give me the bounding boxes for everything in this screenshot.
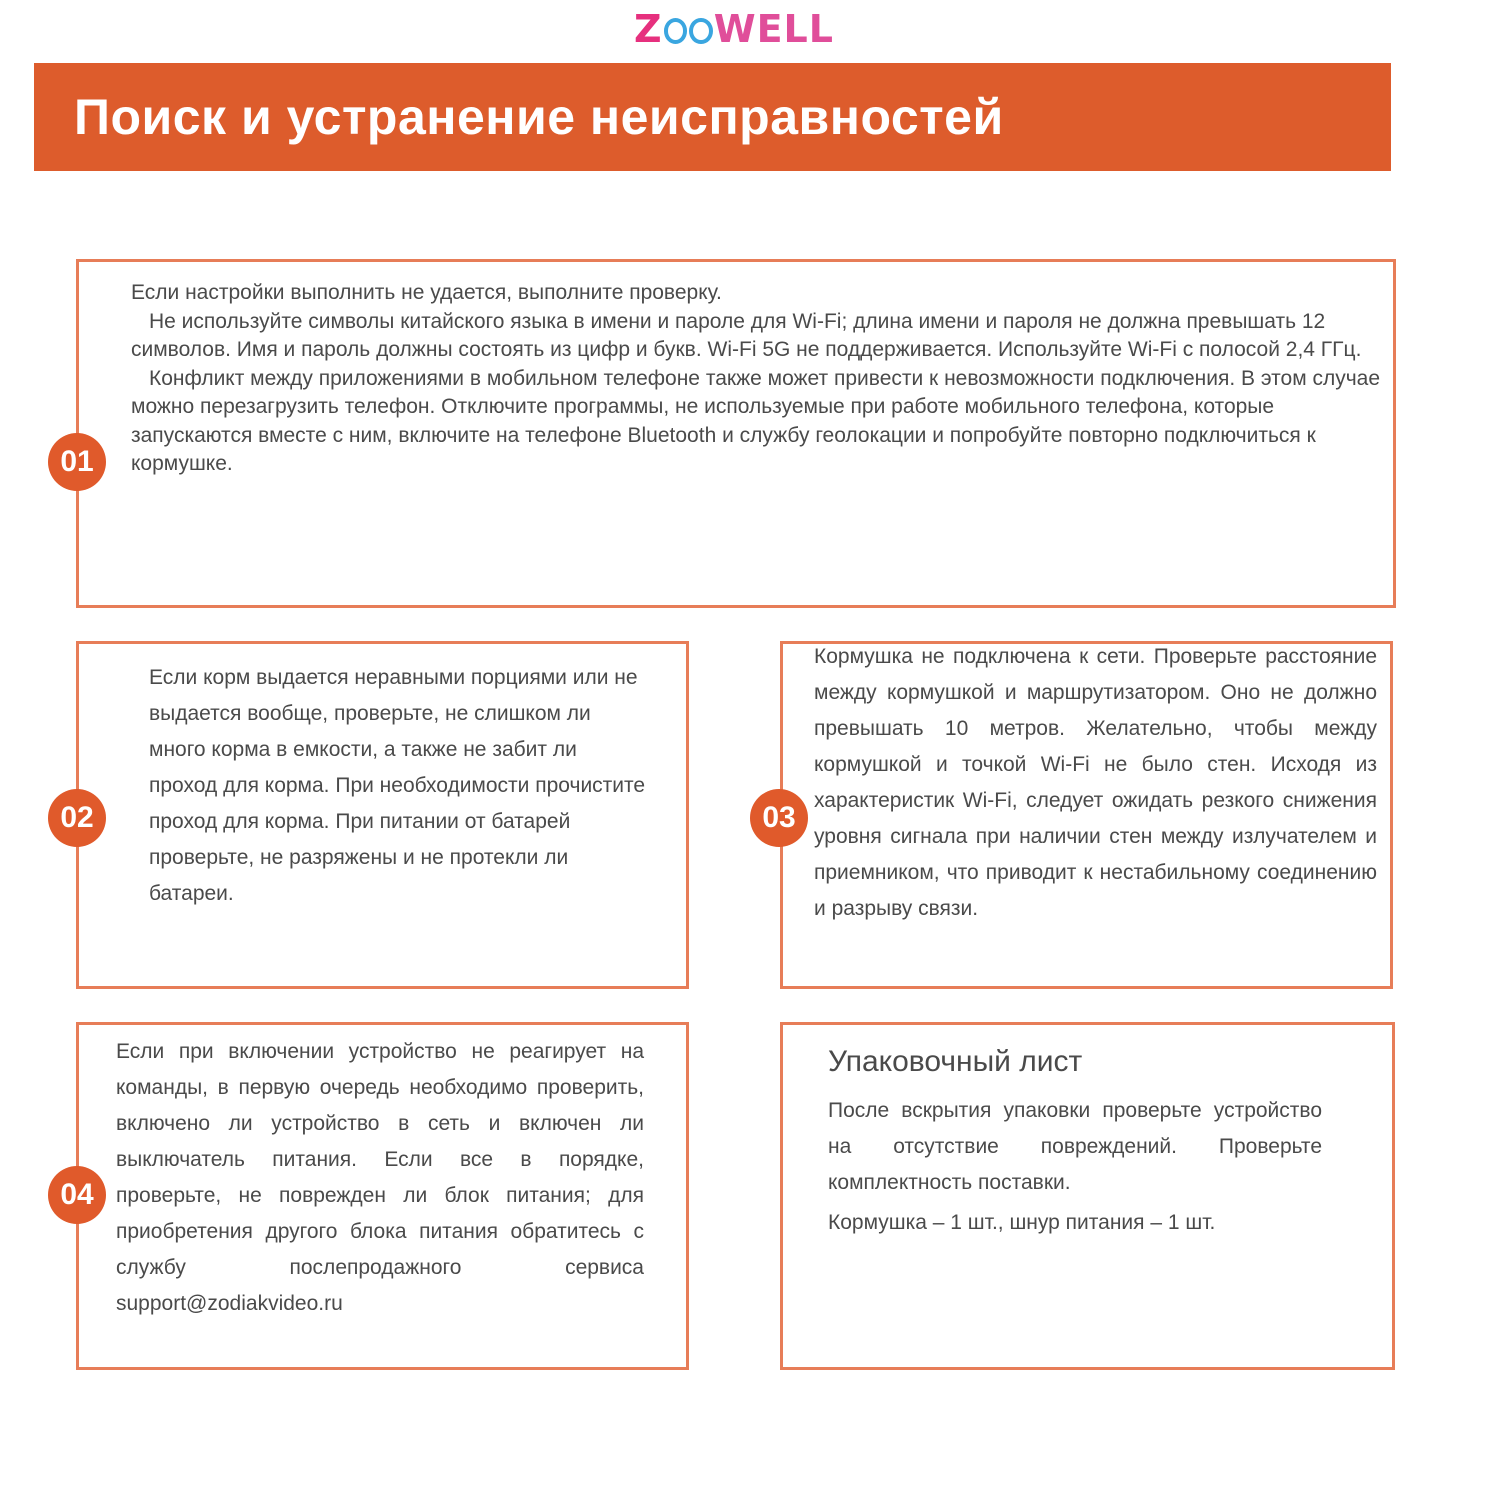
section-03-paragraph: Кормушка не подключена к сети. Проверьте расстояние между кормушкой и маршрутизатором. Оно не должно превышать 10 метров. Желательно, чтобы между кормушкой и точкой Wi-Fi не было стен. Исходя из характеристик Wi-Fi, следует ожидать резкого снижения уровня сигнала при наличии стен между излучателем и приемником, что приводит к нестабильному соединению и разрыву связи. (814, 645, 1377, 920)
packing-list-contents: Кормушка – 1 шт., шнур питания – 1 шт. (828, 1211, 1216, 1234)
section-01-para-1: Не используйте символы китайского языка в имени и пароле для Wi-Fi; длина имени и пароля не должна превышать 12 символов. Имя и пароль должны состоять из цифр и букв. Wi-Fi 5G не поддерживается. Используйте Wi-Fi с полосой 2,4 ГГц. (131, 309, 1362, 361)
section-04-number: 04 (48, 1166, 106, 1224)
packing-list-title: Упаковочный лист (828, 1045, 1083, 1078)
packing-list-text: После вскрытия упаковки проверьте устройство на отсутствие повреждений. Проверьте комплектность поставки. (828, 1099, 1322, 1194)
section-02-number: 02 (48, 789, 106, 847)
header-banner (34, 63, 1391, 171)
section-03-number: 03 (750, 789, 808, 847)
logo-eye-icon (689, 18, 713, 44)
section-01-intro: Если настройки выполнить не удается, выполните проверку. (131, 281, 722, 304)
section-04-paragraph: Если при включении устройство не реагирует на команды, в первую очередь необходимо проверить, включено ли устройство в сеть и включен ли выключатель питания. Если все в порядке, проверьте, не поврежден ли блок питания; для приобретения другого блока питания обратитесь с службу послепродажного сервиса support@zodiakvideo.ru (116, 1040, 644, 1315)
page-title: Поиск и устранение неисправностей (74, 89, 1004, 145)
section-03-text (814, 639, 1377, 927)
packing-list-content (828, 1045, 1322, 1241)
section-01-para-2: Конфликт между приложениями в мобильном телефоне также может привести к невозможности подключения. В этом случае можно перезагрузить телефон. Отключите программы, не используемые при работе мобильного телефона, которые запускаются вместе с ним, включите на телефоне Bluetooth и службу геолокации и попробуйте повторно подключиться к кормушке. (131, 366, 1381, 475)
section-04-text (116, 1034, 644, 1322)
section-02-text (149, 660, 649, 912)
section-02-paragraph: Если корм выдается неравными порциями или не выдается вообще, проверьте, не слишком ли много корма в емкости, а также не забит ли проход для корма. При необходимости прочистите проход для корма. При питании от батарей проверьте, не разряжены и не протекли ли батареи. (149, 666, 646, 905)
zoowell-logo: Z WELL (634, 7, 834, 51)
logo-eye-icon (664, 18, 688, 44)
section-01-number: 01 (48, 433, 106, 491)
section-01-text (131, 279, 1383, 479)
